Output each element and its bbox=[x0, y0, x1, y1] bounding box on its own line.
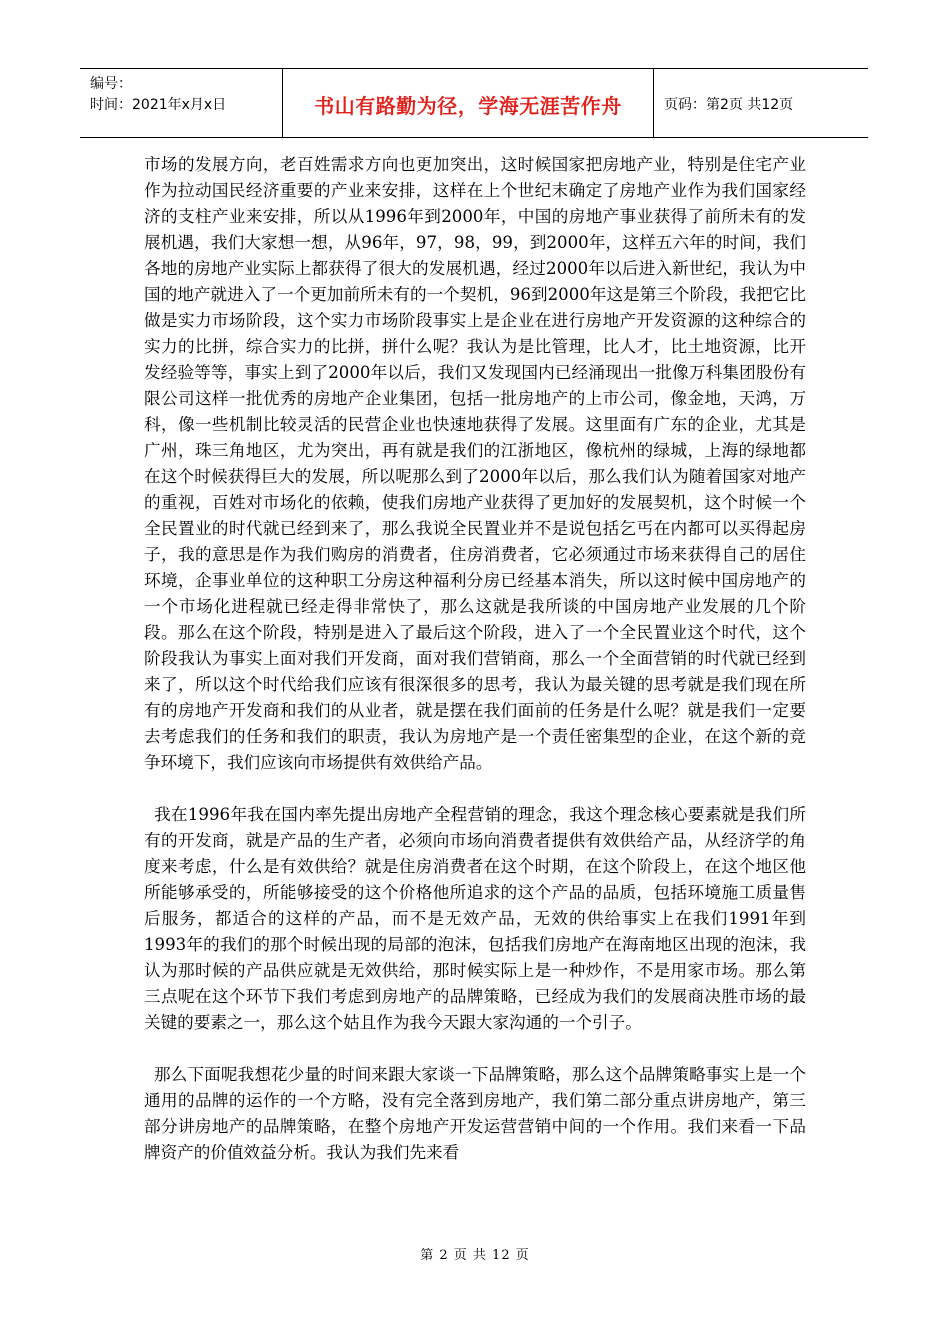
header-page-info: 页码：第2页 共12页 bbox=[664, 97, 794, 113]
document-body bbox=[144, 152, 806, 1166]
header-meta bbox=[80, 69, 283, 137]
document-number-label: 编号： bbox=[90, 76, 132, 92]
document-time-label: 时间：2021年x月x日 bbox=[90, 97, 227, 113]
header-motto: 书山有路勤为径，学海无涯苦作舟 bbox=[283, 69, 654, 137]
body-paragraph-1: 市场的发展方向，老百姓需求方向也更加突出，这时候国家把房地产业，特别是住宅产业作为拉动国民经济重要的产业来安排，这样在上个世纪末确定了房地产业作为我们国家经济的支柱产业来安排，所以从1996年到2000年，中国的房地产事业获得了前所未有的发展机遇，我们大家想一想，从96年，97，98，99，到2000年，这样五六年的时间，我们各地的房地产业实际上都获得了很大的发展机遇，经过2000年以后进入新世纪，我认为中国的地产就进入了一个更加前所未有的一个契机，96到2000年这是第三个阶段，我把它比做是实力市场阶段，这个实力市场阶段事实上是企业在进行房地产开发资源的这种综合的实力的比拼，综合实力的比拼，拼什么呢？我认为是比管理，比人才，比土地资源，比开发经验等等，事实上到了2000年以后，我们又发现国内已经涌现出一批像万科集团股份有限公司这样一批优秀的房地产企业集团，包括一批房地产的上市公司，像金地，天鸿，万科，像一些机制比较灵活的民营企业也快速地获得了发展。这里面有广东的企业，尤其是广州，珠三角地区，尤为突出，再有就是我们的江浙地区，像杭州的绿城，上海的绿地都在这个时候获得巨大的发展，所以呢那么到了2000年以后，那么我们认为随着国家对地产的重视，百姓对市场化的依赖，使我们房地产业获得了更加好的发展契机，这个时候一个全民置业的时代就已经到来了，那么我说全民置业并不是说包括乞丐在内都可以买得起房子，我的意思是作为我们购房的消费者，住房消费者，它必须通过市场来获得自己的居住环境，企事业单位的这种职工分房这种福利分房已经基本消失，所以这时候中国房地产的一个市场化进程就已经走得非常快了，那么这就是我所谈的中国房地产业发展的几个阶段。那么在这个阶段，特别是进入了最后这个阶段，进入了一个全民置业这个时代，这个阶段我认为事实上面对我们开发商，面对我们营销商，那么一个全面营销的时代就已经到来了，所以这个时代给我们应该有很深很多的思考，我认为最关键的思考就是我们现在所有的房地产开发商和我们的从业者，就是摆在我们面前的任务是什么呢？就是我们一定要去考虑我们的任务和我们的职责，我认为房地产是一个责任密集型的企业，在这个新的竞争环境下，我们应该向市场提供有效供给产品。 bbox=[144, 155, 806, 772]
body-paragraph-3: 那么下面呢我想花少量的时间来跟大家谈一下品牌策略，那么这个品牌策略事实上是一个通用的品牌的运作的一个方略，没有完全落到房地产，我们第二部分重点讲房地产，第三部分讲房地产的品牌策略，在整个房地产开发运营营销中间的一个作用。我们来看一下品牌资产的价值效益分析。我认为我们先来看 bbox=[144, 1065, 806, 1162]
body-paragraph-2: 我在1996年我在国内率先提出房地产全程营销的理念，我这个理念核心要素就是我们所有的开发商，就是产品的生产者，必须向市场向消费者提供有效供给产品，从经济学的角度来考虑，什么是有效供给？就是住房消费者在这个时期，在这个阶段上，在这个地区他所能够承受的，所能够接受的这个价格他所追求的这个产品的品质，包括环境施工质量售后服务，都适合的这样的产品，而不是无效产品，无效的供给事实上在我们1991年到1993年的我们的那个时候出现的局部的泡沫，包括我们房地产在海南地区出现的泡沫，我认为那时候的产品供应就是无效供给，那时候实际上是一种炒作，不是用家市场。那么第三点呢在这个环节下我们考虑到房地产的品牌策略，已经成为我们的发展商决胜市场的最关键的要素之一，那么这个姑且作为我今天跟大家沟通的一个引子。 bbox=[144, 805, 806, 1032]
page-footer: 第 2 页 共 12 页 bbox=[420, 1248, 530, 1263]
document-header bbox=[80, 68, 868, 138]
